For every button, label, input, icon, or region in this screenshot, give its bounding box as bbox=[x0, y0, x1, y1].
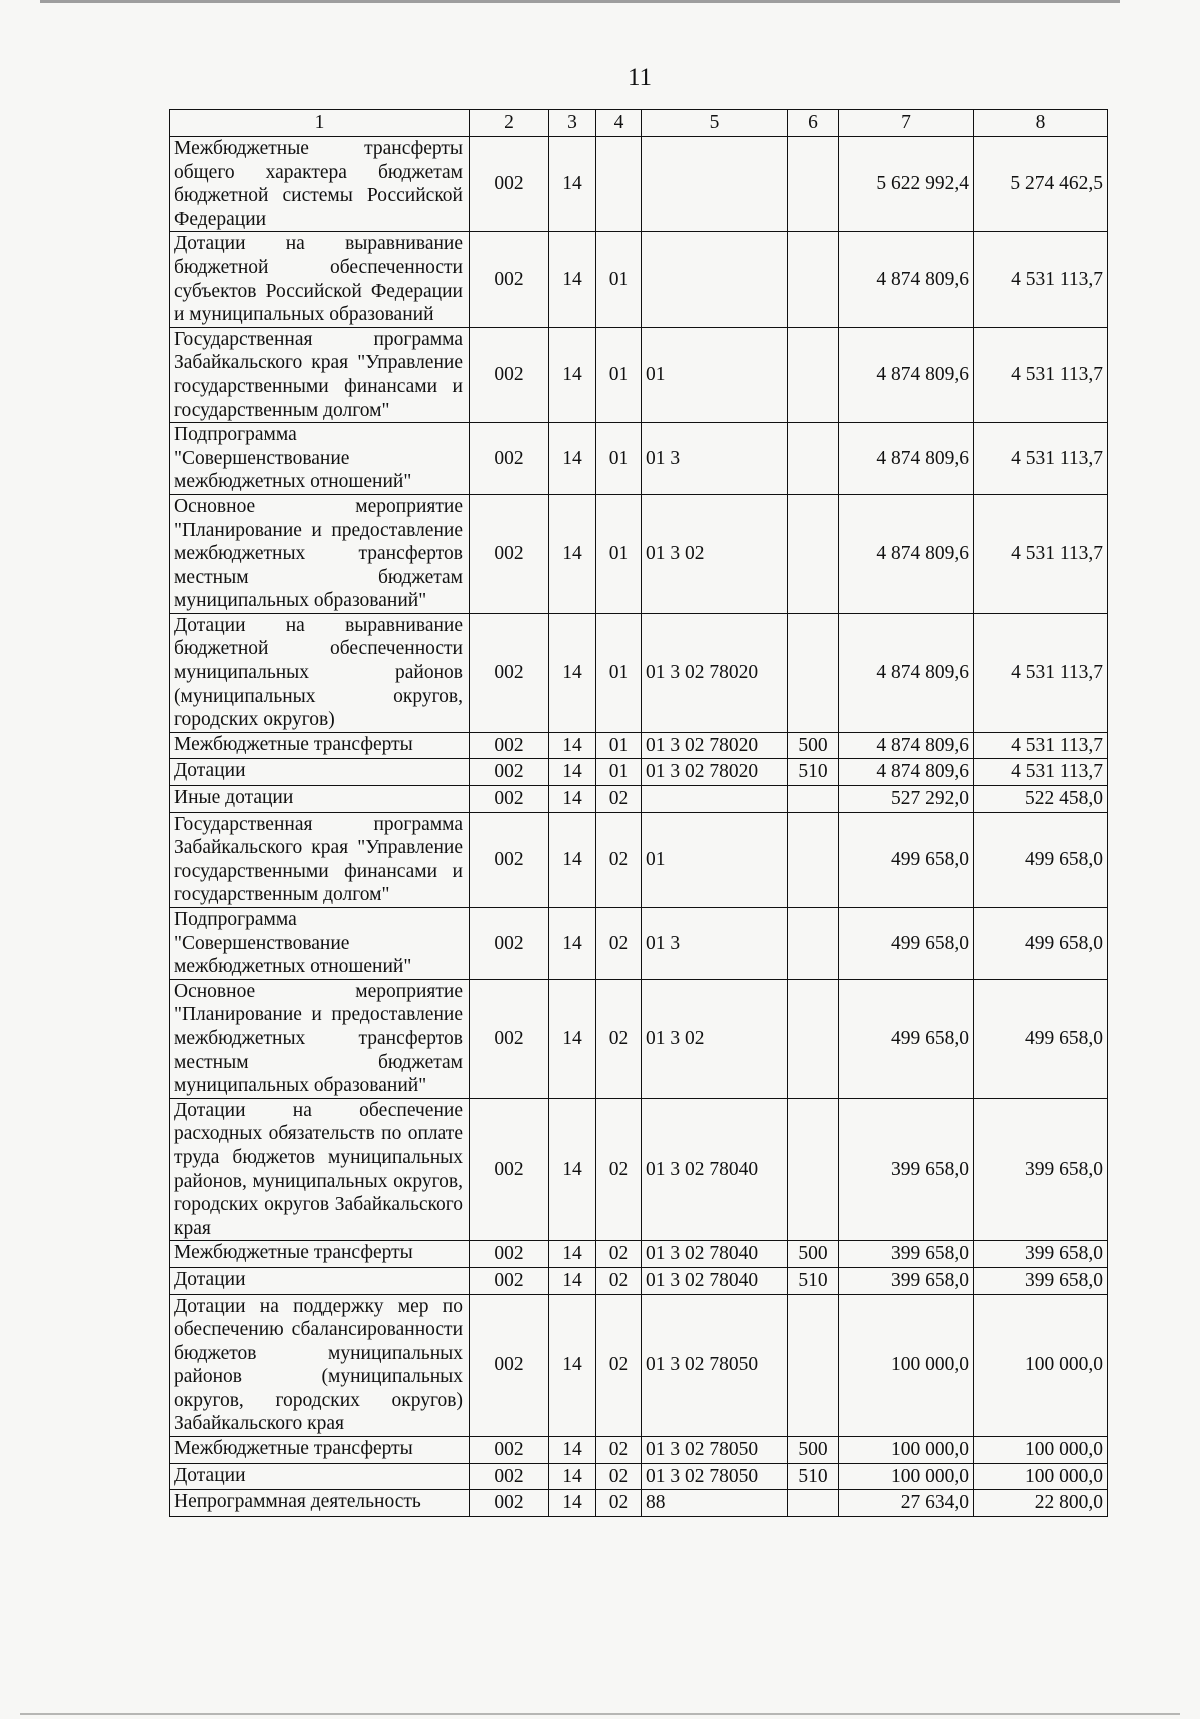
row-name: Дотации на выравнивание бюджетной обеспеченности субъектов Российской Федерации и муниципальных образований bbox=[170, 232, 470, 327]
cell-target-article: 01 3 02 78020 bbox=[642, 613, 788, 732]
row-name: Дотации на обеспечение расходных обязательств по оплате труда бюджетов муниципальных районов, муниципальных округов, городских округов Забайкальского края bbox=[170, 1098, 470, 1241]
scan-edge-top bbox=[40, 0, 1120, 3]
cell-amount-year-1: 4 874 809,6 bbox=[839, 327, 974, 422]
cell-subsection-code: 02 bbox=[596, 1098, 642, 1241]
cell-section-code: 14 bbox=[549, 1490, 596, 1517]
table-row bbox=[170, 1463, 1108, 1490]
cell-amount-year-1: 499 658,0 bbox=[839, 979, 974, 1098]
cell-department-code: 002 bbox=[470, 908, 549, 980]
header-cell: 2 bbox=[470, 110, 549, 137]
row-name: Дотации на поддержку мер по обеспечению сбалансированности бюджетов муниципальных районов (муниципальных округов, городских округов) Забайкальского края bbox=[170, 1294, 470, 1437]
header-cell: 7 bbox=[839, 110, 974, 137]
table-row bbox=[170, 1267, 1108, 1294]
cell-expense-type: 500 bbox=[788, 1437, 839, 1464]
cell-target-article: 01 3 02 78020 bbox=[642, 732, 788, 759]
cell-amount-year-2: 4 531 113,7 bbox=[974, 423, 1108, 495]
cell-section-code: 14 bbox=[549, 1294, 596, 1437]
cell-target-article: 01 3 02 78040 bbox=[642, 1241, 788, 1268]
header-cell: 3 bbox=[549, 110, 596, 137]
cell-department-code: 002 bbox=[470, 732, 549, 759]
cell-expense-type bbox=[788, 232, 839, 327]
cell-department-code: 002 bbox=[470, 1267, 549, 1294]
table-row bbox=[170, 908, 1108, 980]
cell-subsection-code: 02 bbox=[596, 979, 642, 1098]
table-row bbox=[170, 1098, 1108, 1241]
cell-subsection-code: 02 bbox=[596, 1267, 642, 1294]
cell-expense-type bbox=[788, 1490, 839, 1517]
cell-section-code: 14 bbox=[549, 1098, 596, 1241]
cell-target-article: 01 3 bbox=[642, 423, 788, 495]
cell-amount-year-2: 399 658,0 bbox=[974, 1241, 1108, 1268]
table-header-row bbox=[170, 110, 1108, 137]
cell-department-code: 002 bbox=[470, 1098, 549, 1241]
table-row bbox=[170, 1294, 1108, 1437]
table-body bbox=[170, 137, 1108, 1517]
cell-amount-year-1: 399 658,0 bbox=[839, 1241, 974, 1268]
cell-section-code: 14 bbox=[549, 423, 596, 495]
cell-section-code: 14 bbox=[549, 786, 596, 813]
cell-target-article: 01 3 02 78050 bbox=[642, 1463, 788, 1490]
cell-department-code: 002 bbox=[470, 1294, 549, 1437]
header-cell: 6 bbox=[788, 110, 839, 137]
cell-amount-year-1: 100 000,0 bbox=[839, 1437, 974, 1464]
cell-section-code: 14 bbox=[549, 1463, 596, 1490]
cell-department-code: 002 bbox=[470, 1437, 549, 1464]
cell-amount-year-1: 499 658,0 bbox=[839, 812, 974, 907]
cell-department-code: 002 bbox=[470, 137, 549, 232]
table-row bbox=[170, 1490, 1108, 1517]
cell-expense-type bbox=[788, 979, 839, 1098]
cell-target-article: 01 3 02 bbox=[642, 494, 788, 613]
cell-expense-type: 510 bbox=[788, 1267, 839, 1294]
cell-section-code: 14 bbox=[549, 812, 596, 907]
cell-expense-type bbox=[788, 786, 839, 813]
cell-amount-year-1: 27 634,0 bbox=[839, 1490, 974, 1517]
header-cell: 1 bbox=[170, 110, 470, 137]
cell-target-article: 01 bbox=[642, 812, 788, 907]
row-name: Государственная программа Забайкальского края "Управление государственными финансами и государственным долгом" bbox=[170, 812, 470, 907]
cell-subsection-code: 01 bbox=[596, 232, 642, 327]
cell-subsection-code: 02 bbox=[596, 786, 642, 813]
cell-section-code: 14 bbox=[549, 908, 596, 980]
cell-department-code: 002 bbox=[470, 613, 549, 732]
cell-amount-year-1: 4 874 809,6 bbox=[839, 613, 974, 732]
cell-section-code: 14 bbox=[549, 1241, 596, 1268]
cell-expense-type: 500 bbox=[788, 1241, 839, 1268]
cell-section-code: 14 bbox=[549, 137, 596, 232]
row-name: Межбюджетные трансферты bbox=[170, 732, 470, 759]
cell-section-code: 14 bbox=[549, 979, 596, 1098]
cell-target-article: 01 3 02 78020 bbox=[642, 759, 788, 786]
cell-amount-year-1: 100 000,0 bbox=[839, 1463, 974, 1490]
row-name: Подпрограмма "Совершенствование межбюджетных отношений" bbox=[170, 908, 470, 980]
cell-target-article: 88 bbox=[642, 1490, 788, 1517]
cell-subsection-code: 01 bbox=[596, 327, 642, 422]
budget-table bbox=[169, 109, 1108, 1517]
cell-amount-year-1: 4 874 809,6 bbox=[839, 759, 974, 786]
table-row bbox=[170, 1241, 1108, 1268]
cell-subsection-code: 02 bbox=[596, 1437, 642, 1464]
header-cell: 4 bbox=[596, 110, 642, 137]
cell-amount-year-2: 4 531 113,7 bbox=[974, 232, 1108, 327]
cell-department-code: 002 bbox=[470, 812, 549, 907]
table-row bbox=[170, 979, 1108, 1098]
cell-department-code: 002 bbox=[470, 786, 549, 813]
cell-target-article: 01 3 02 bbox=[642, 979, 788, 1098]
cell-amount-year-2: 522 458,0 bbox=[974, 786, 1108, 813]
cell-section-code: 14 bbox=[549, 1267, 596, 1294]
cell-department-code: 002 bbox=[470, 494, 549, 613]
cell-expense-type: 510 bbox=[788, 1463, 839, 1490]
cell-amount-year-2: 4 531 113,7 bbox=[974, 613, 1108, 732]
cell-section-code: 14 bbox=[549, 613, 596, 732]
cell-expense-type bbox=[788, 812, 839, 907]
cell-target-article bbox=[642, 137, 788, 232]
cell-subsection-code: 02 bbox=[596, 1294, 642, 1437]
cell-department-code: 002 bbox=[470, 759, 549, 786]
row-name: Межбюджетные трансферты общего характера бюджетам бюджетной системы Российской Федерации bbox=[170, 137, 470, 232]
row-name: Дотации bbox=[170, 759, 470, 786]
cell-target-article: 01 3 bbox=[642, 908, 788, 980]
cell-amount-year-1: 527 292,0 bbox=[839, 786, 974, 813]
cell-department-code: 002 bbox=[470, 423, 549, 495]
cell-amount-year-1: 5 622 992,4 bbox=[839, 137, 974, 232]
cell-target-article: 01 3 02 78050 bbox=[642, 1437, 788, 1464]
cell-department-code: 002 bbox=[470, 327, 549, 422]
cell-amount-year-2: 499 658,0 bbox=[974, 908, 1108, 980]
cell-amount-year-1: 499 658,0 bbox=[839, 908, 974, 980]
header-cell: 8 bbox=[974, 110, 1108, 137]
cell-department-code: 002 bbox=[470, 1241, 549, 1268]
cell-amount-year-2: 4 531 113,7 bbox=[974, 327, 1108, 422]
cell-subsection-code: 02 bbox=[596, 908, 642, 980]
row-name: Непрограммная деятельность bbox=[170, 1490, 470, 1517]
page-number: 11 bbox=[627, 64, 653, 91]
cell-expense-type bbox=[788, 1294, 839, 1437]
cell-subsection-code: 02 bbox=[596, 1463, 642, 1490]
cell-amount-year-2: 100 000,0 bbox=[974, 1463, 1108, 1490]
cell-department-code: 002 bbox=[470, 979, 549, 1098]
cell-target-article: 01 3 02 78050 bbox=[642, 1294, 788, 1437]
table-row bbox=[170, 137, 1108, 232]
cell-section-code: 14 bbox=[549, 732, 596, 759]
cell-section-code: 14 bbox=[549, 494, 596, 613]
cell-subsection-code: 01 bbox=[596, 423, 642, 495]
row-name: Дотации на выравнивание бюджетной обеспеченности муниципальных районов (муниципальных округов, городских округов) bbox=[170, 613, 470, 732]
row-name: Основное мероприятие "Планирование и предоставление межбюджетных трансфертов местным бюджетам муниципальных образований" bbox=[170, 494, 470, 613]
table-row bbox=[170, 732, 1108, 759]
row-name: Подпрограмма "Совершенствование межбюджетных отношений" bbox=[170, 423, 470, 495]
cell-target-article bbox=[642, 232, 788, 327]
scan-edge-bottom bbox=[20, 1713, 1180, 1715]
cell-target-article: 01 bbox=[642, 327, 788, 422]
cell-amount-year-2: 5 274 462,5 bbox=[974, 137, 1108, 232]
cell-subsection-code: 01 bbox=[596, 494, 642, 613]
table-row bbox=[170, 759, 1108, 786]
cell-amount-year-2: 100 000,0 bbox=[974, 1294, 1108, 1437]
row-name: Государственная программа Забайкальского края "Управление государственными финансами и государственным долгом" bbox=[170, 327, 470, 422]
cell-department-code: 002 bbox=[470, 1490, 549, 1517]
cell-amount-year-2: 399 658,0 bbox=[974, 1098, 1108, 1241]
cell-amount-year-1: 4 874 809,6 bbox=[839, 232, 974, 327]
cell-subsection-code: 01 bbox=[596, 732, 642, 759]
cell-amount-year-2: 399 658,0 bbox=[974, 1267, 1108, 1294]
cell-section-code: 14 bbox=[549, 1437, 596, 1464]
table-row bbox=[170, 812, 1108, 907]
cell-amount-year-2: 4 531 113,7 bbox=[974, 732, 1108, 759]
cell-target-article: 01 3 02 78040 bbox=[642, 1098, 788, 1241]
cell-amount-year-1: 100 000,0 bbox=[839, 1294, 974, 1437]
cell-expense-type bbox=[788, 613, 839, 732]
cell-amount-year-2: 4 531 113,7 bbox=[974, 759, 1108, 786]
cell-target-article: 01 3 02 78040 bbox=[642, 1267, 788, 1294]
cell-subsection-code: 02 bbox=[596, 1241, 642, 1268]
cell-expense-type bbox=[788, 423, 839, 495]
cell-amount-year-2: 100 000,0 bbox=[974, 1437, 1108, 1464]
table-row bbox=[170, 786, 1108, 813]
cell-subsection-code: 01 bbox=[596, 759, 642, 786]
cell-section-code: 14 bbox=[549, 759, 596, 786]
row-name: Дотации bbox=[170, 1463, 470, 1490]
table-row bbox=[170, 1437, 1108, 1464]
cell-amount-year-1: 4 874 809,6 bbox=[839, 423, 974, 495]
cell-expense-type bbox=[788, 137, 839, 232]
row-name: Основное мероприятие "Планирование и предоставление межбюджетных трансфертов местным бюджетам муниципальных образований" bbox=[170, 979, 470, 1098]
cell-amount-year-1: 399 658,0 bbox=[839, 1267, 974, 1294]
table-row bbox=[170, 232, 1108, 327]
cell-amount-year-2: 4 531 113,7 bbox=[974, 494, 1108, 613]
table-row bbox=[170, 423, 1108, 495]
cell-subsection-code: 02 bbox=[596, 812, 642, 907]
cell-expense-type bbox=[788, 908, 839, 980]
row-name: Межбюджетные трансферты bbox=[170, 1437, 470, 1464]
cell-expense-type: 500 bbox=[788, 732, 839, 759]
cell-amount-year-2: 499 658,0 bbox=[974, 812, 1108, 907]
cell-amount-year-2: 22 800,0 bbox=[974, 1490, 1108, 1517]
cell-department-code: 002 bbox=[470, 232, 549, 327]
cell-expense-type bbox=[788, 1098, 839, 1241]
row-name: Межбюджетные трансферты bbox=[170, 1241, 470, 1268]
table-row bbox=[170, 327, 1108, 422]
cell-amount-year-1: 399 658,0 bbox=[839, 1098, 974, 1241]
cell-department-code: 002 bbox=[470, 1463, 549, 1490]
table-row bbox=[170, 494, 1108, 613]
cell-subsection-code: 02 bbox=[596, 1490, 642, 1517]
cell-expense-type: 510 bbox=[788, 759, 839, 786]
cell-subsection-code: 01 bbox=[596, 613, 642, 732]
cell-amount-year-1: 4 874 809,6 bbox=[839, 494, 974, 613]
cell-amount-year-2: 499 658,0 bbox=[974, 979, 1108, 1098]
cell-amount-year-1: 4 874 809,6 bbox=[839, 732, 974, 759]
cell-section-code: 14 bbox=[549, 232, 596, 327]
cell-expense-type bbox=[788, 327, 839, 422]
cell-target-article bbox=[642, 786, 788, 813]
header-cell: 5 bbox=[642, 110, 788, 137]
row-name: Дотации bbox=[170, 1267, 470, 1294]
cell-expense-type bbox=[788, 494, 839, 613]
cell-subsection-code bbox=[596, 137, 642, 232]
row-name: Иные дотации bbox=[170, 786, 470, 813]
table-row bbox=[170, 613, 1108, 732]
cell-section-code: 14 bbox=[549, 327, 596, 422]
